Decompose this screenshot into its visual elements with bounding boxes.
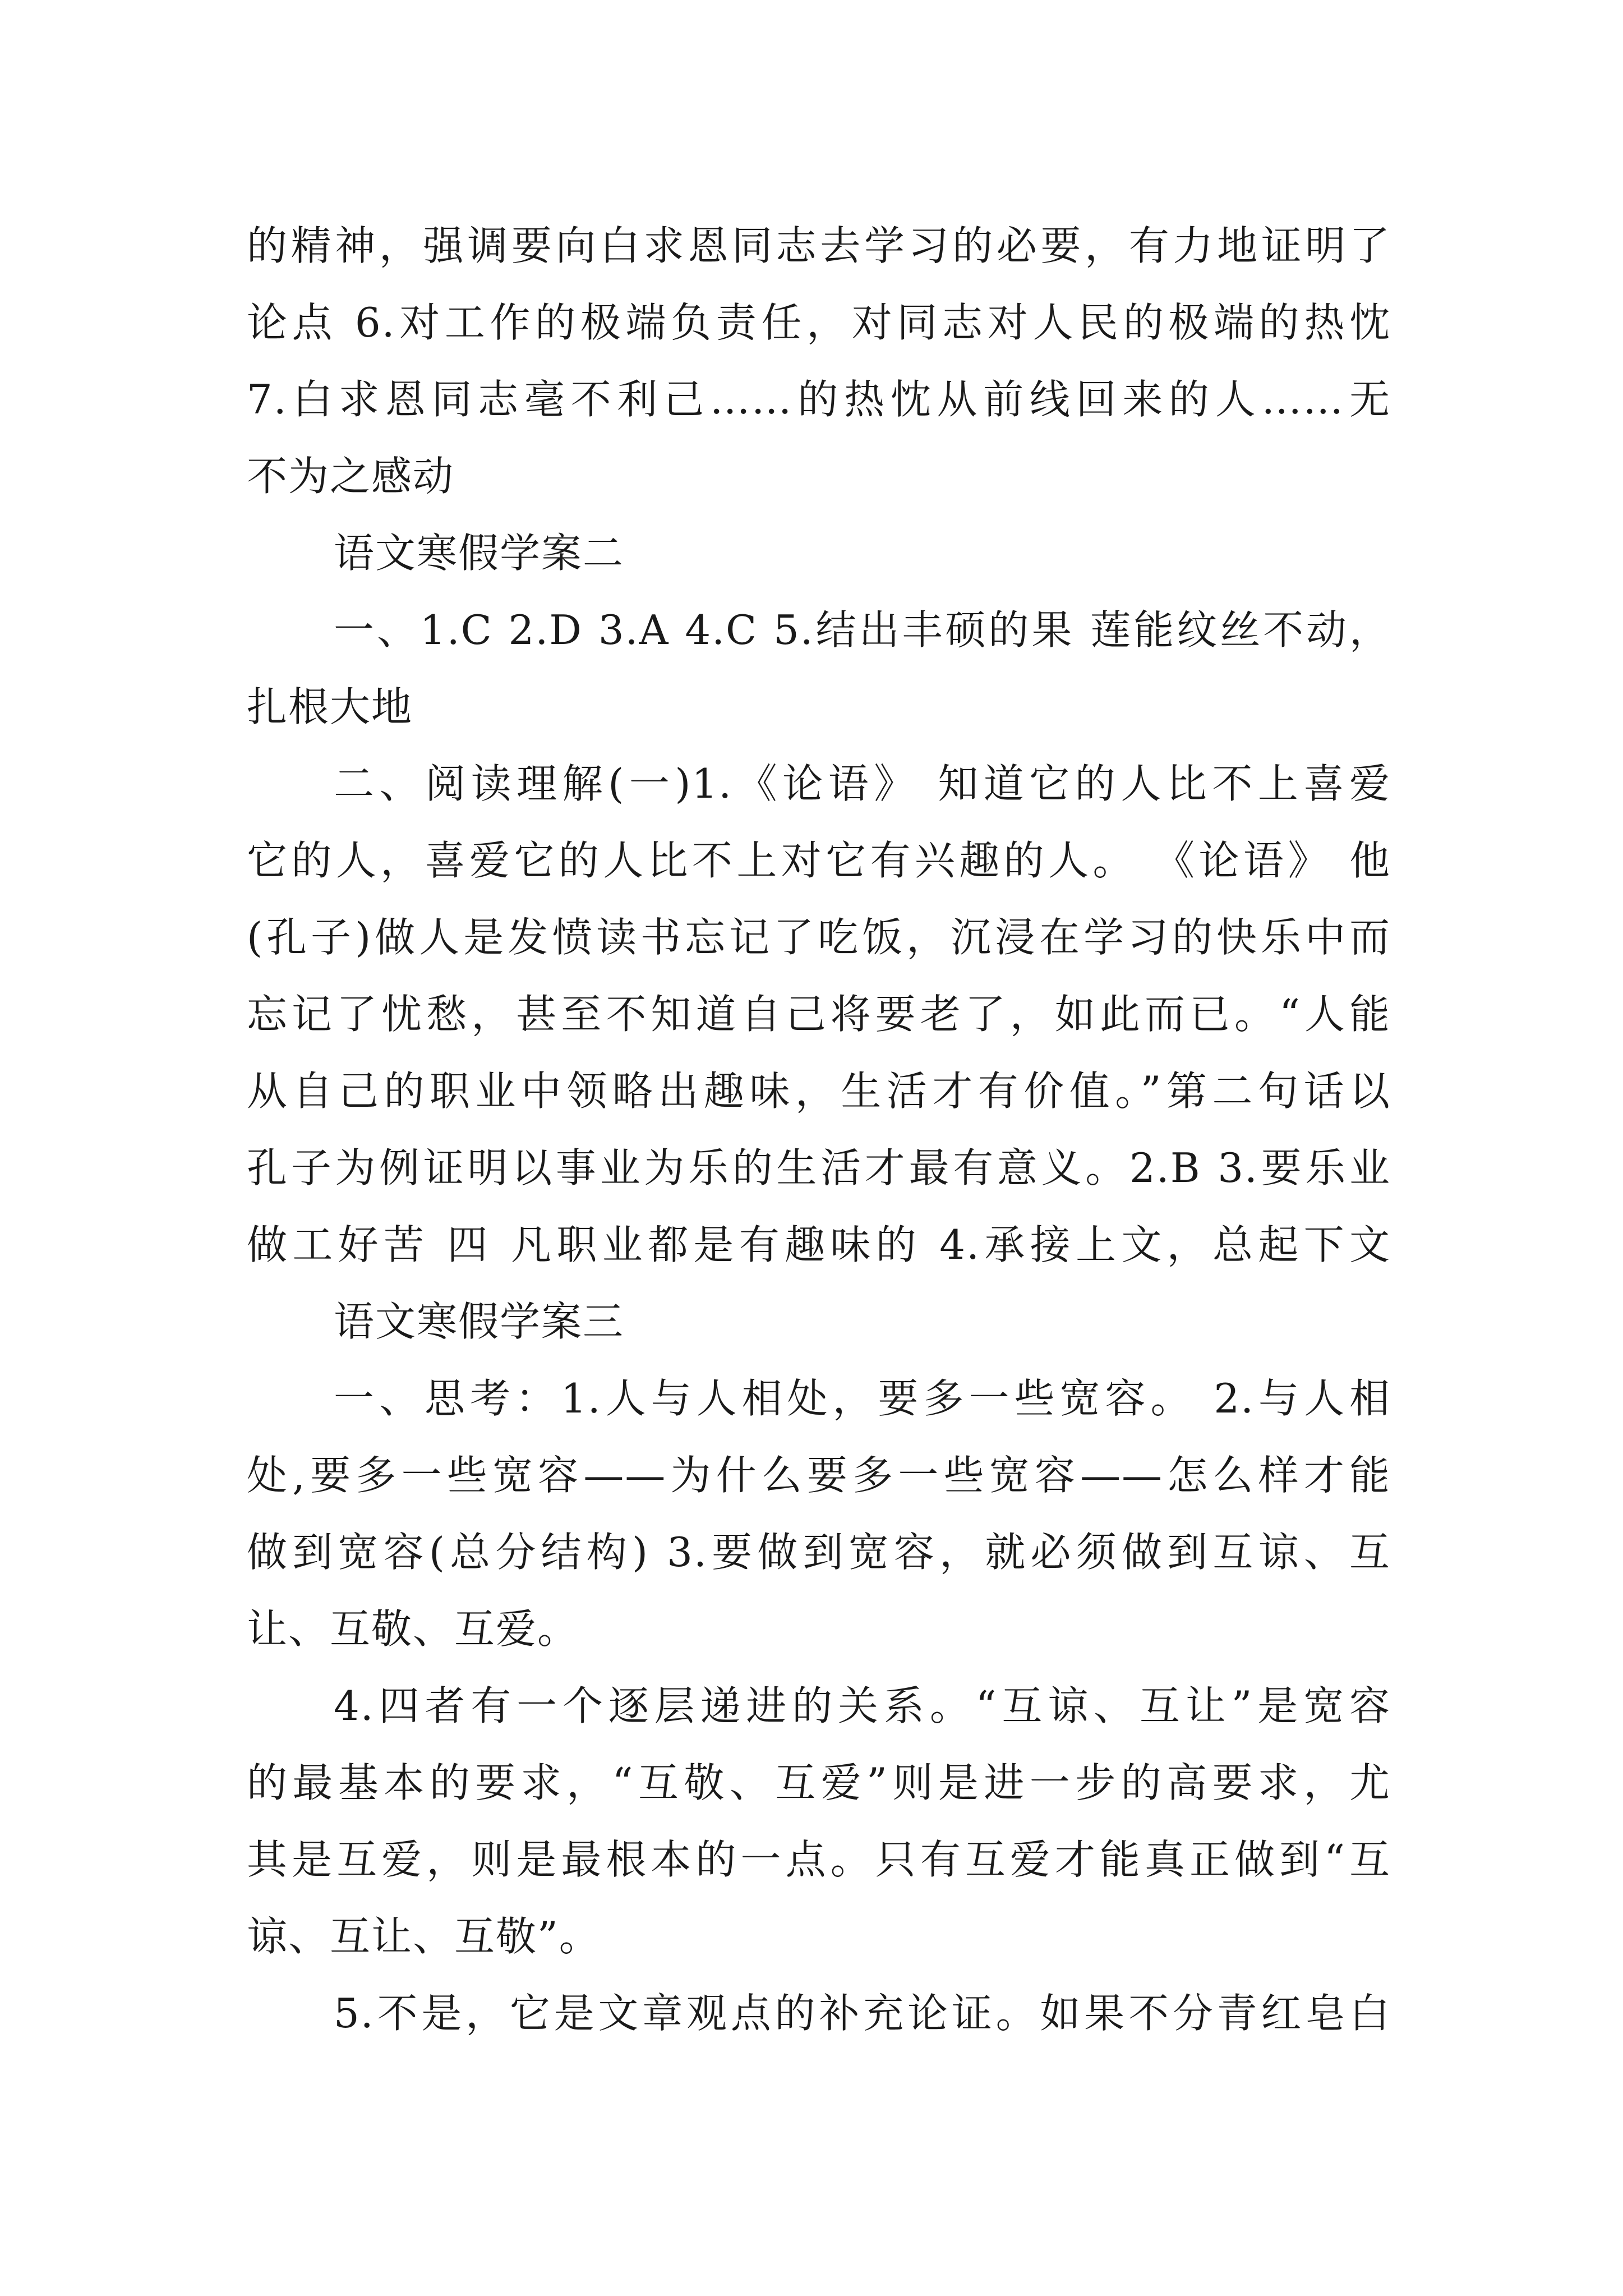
text-line: 扎根大地 xyxy=(247,683,413,730)
text-line: 从自己的职业中领略出趣味，生活才有价值。”第二句话以 xyxy=(247,1068,1391,1115)
text-line: 其是互爱，则是最根本的一点。只有互爱才能真正做到“互 xyxy=(247,1836,1391,1883)
text-line: 4.四者有一个逐层递进的关系。“互谅、互让”是宽容 xyxy=(334,1682,1391,1729)
section-heading: 语文寒假学案三 xyxy=(334,1298,625,1345)
text-line: 的精神，强调要向白求恩同志去学习的必要，有力地证明了 xyxy=(247,222,1391,269)
text-line: 的最基本的要求，“互敬、互爱”则是进一步的高要求，尤 xyxy=(247,1759,1391,1806)
text-line: 一、1.C 2.D 3.A 4.C 5.结出丰硕的果 莲能纹丝不动， xyxy=(334,606,1391,654)
text-line: 论点 6.对工作的极端负责任，对同志对人民的极端的热忱 xyxy=(247,299,1391,346)
document-page xyxy=(247,208,1391,2052)
text-line: 做工好苦 四 凡职业都是有趣味的 4.承接上文，总起下文 xyxy=(247,1221,1391,1268)
text-line: 5.不是，它是文章观点的补充论证。如果不分青红皂白 xyxy=(334,1990,1391,2037)
text-line: 二、阅读理解(一)1.《论语》 知道它的人比不上喜爱 xyxy=(334,760,1391,807)
text-line: 7.白求恩同志毫不利己……的热忱从前线回来的人……无 xyxy=(247,376,1391,423)
text-line: 让、互敬、互爱。 xyxy=(247,1605,579,1653)
text-line: 忘记了忧愁，甚至不知道自己将要老了，如此而已。“人能 xyxy=(247,991,1391,1038)
text-line: 一、思考：1.人与人相处，要多一些宽容。 2.与人相 xyxy=(334,1375,1391,1422)
text-line: 不为之感动 xyxy=(247,453,455,500)
text-line: 孔子为例证明以事业为乐的生活才最有意义。2.B 3.要乐业 xyxy=(247,1144,1391,1191)
section-heading: 语文寒假学案二 xyxy=(334,530,625,577)
text-line: 处,要多一些宽容——为什么要多一些宽容——怎么样才能 xyxy=(247,1452,1391,1499)
text-line: 它的人，喜爱它的人比不上对它有兴趣的人。 《论语》 他 xyxy=(247,837,1391,884)
text-line: (孔子)做人是发愤读书忘记了吃饭，沉浸在学习的快乐中而 xyxy=(247,914,1391,961)
text-line: 谅、互让、互敬”。 xyxy=(247,1913,601,1960)
text-line: 做到宽容(总分结构) 3.要做到宽容，就必须做到互谅、互 xyxy=(247,1529,1391,1576)
